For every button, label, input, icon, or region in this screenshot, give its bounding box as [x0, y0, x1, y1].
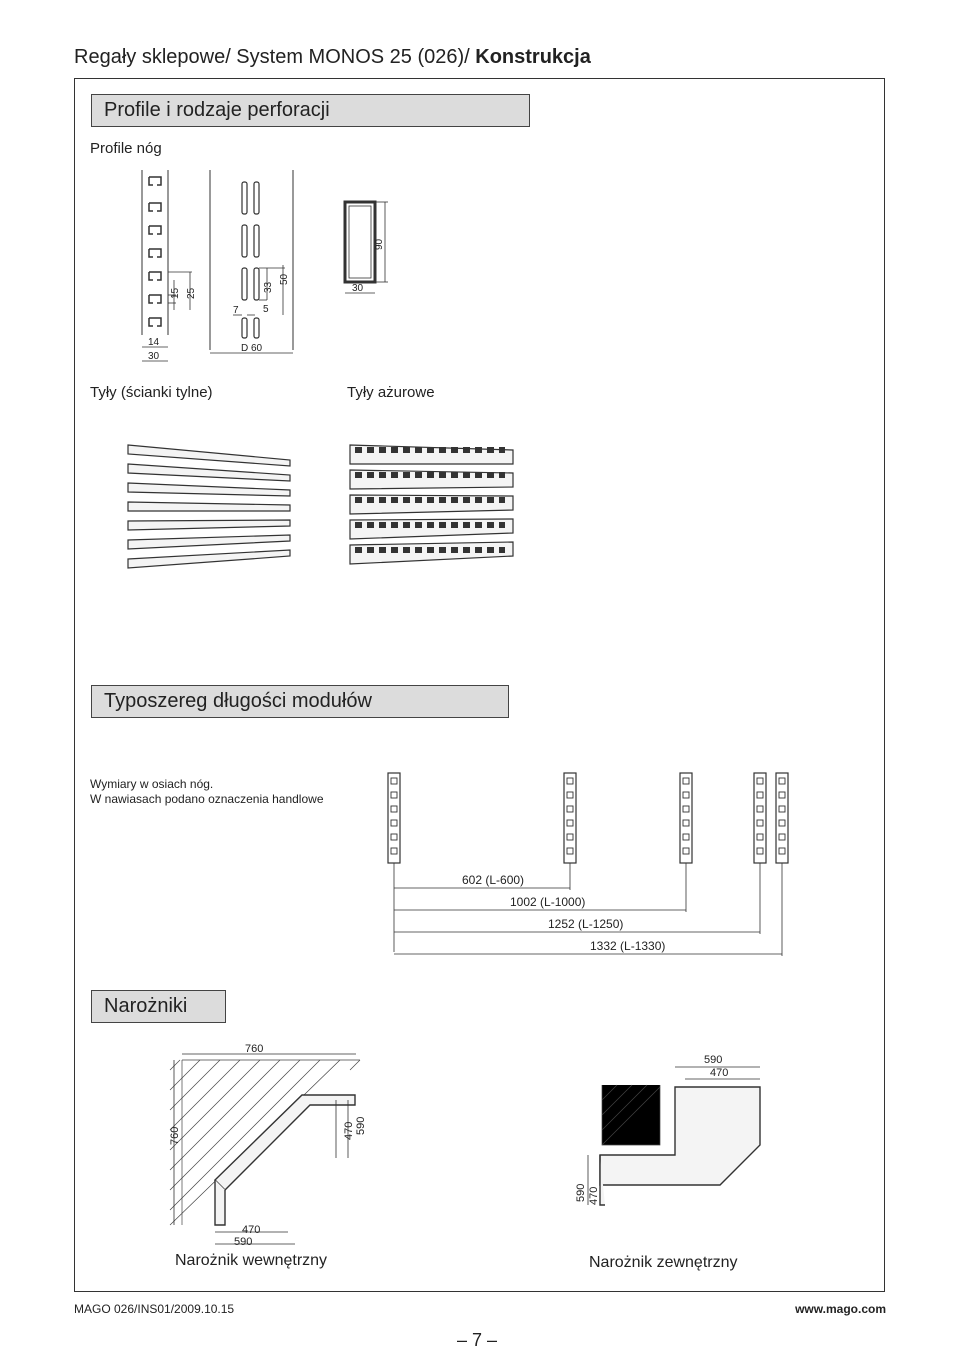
slot-dim-d60: D 60 [241, 343, 263, 354]
inner-dim-590-side: 590 [355, 1116, 367, 1135]
length-1332: 1332 (L-1330) [590, 939, 666, 953]
length-1002: 1002 (L-1000) [510, 895, 586, 909]
module-lengths-diagram [380, 770, 800, 960]
tube-profile-drawing [340, 195, 400, 295]
page-number: – 7 – [457, 1330, 498, 1350]
legs-profile-label: Profile nóg [90, 140, 162, 157]
inner-dim-590-bottom: 590 [234, 1236, 253, 1248]
length-602: 602 (L-600) [462, 873, 525, 887]
website-link[interactable]: www.mago.com [795, 1302, 886, 1316]
title-bold: Konstrukcja [475, 46, 591, 68]
slot-dim-5: 5 [263, 304, 269, 315]
tube-dim-90: 90 [374, 238, 385, 250]
inner-dim-760-top: 760 [245, 1043, 264, 1055]
outer-dim-590-top: 590 [704, 1054, 723, 1066]
leg1-dim-30: 30 [148, 351, 160, 362]
slot-dim-7: 7 [233, 305, 239, 316]
leg1-dim-15: 15 [170, 287, 181, 299]
page-title [74, 46, 591, 69]
inner-corner-label: Narożnik wewnętrzny [175, 1252, 328, 1269]
perforated-back-panel-drawing [345, 440, 520, 585]
outer-dim-470-top: 470 [710, 1067, 729, 1079]
outer-dim-590-side: 590 [575, 1183, 587, 1202]
title-prefix: Regały sklepowe/ System MONOS 25 (026)/ [74, 46, 476, 68]
document-code: MAGO 026/INS01/2009.10.15 [74, 1302, 235, 1316]
backs-solid-label: Tyły (ścianki tylne) [90, 384, 213, 401]
inner-dim-470-side: 470 [343, 1121, 355, 1140]
modules-note-line1: Wymiary w osiach nóg. [90, 777, 214, 791]
backs-perforated-label: Tyły ażurowe [347, 384, 435, 401]
modules-note-line2: W nawiasach podano oznaczenia handlowe [90, 792, 324, 806]
inner-corner-drawing [160, 1040, 390, 1250]
length-1252: 1252 (L-1250) [548, 917, 624, 931]
inner-dim-760-side: 760 [169, 1126, 181, 1145]
section-heading-corners: Narożniki [91, 990, 226, 1023]
solid-back-panel-drawing [120, 440, 295, 585]
outer-corner-drawing [560, 1045, 800, 1245]
outer-corner-label: Narożnik zewnętrzny [589, 1254, 738, 1271]
section-heading-profiles: Profile i rodzaje perforacji [91, 94, 530, 127]
slot-dim-50: 50 [279, 273, 290, 285]
tube-dim-30: 30 [352, 283, 364, 294]
slot-profile-drawing [205, 165, 305, 365]
outer-dim-470-side: 470 [588, 1186, 600, 1205]
leg1-dim-14: 14 [148, 337, 160, 348]
section-heading-modules: Typoszereg długości modułów [91, 685, 509, 718]
leg1-dim-25: 25 [186, 287, 197, 299]
inner-dim-470-bottom: 470 [242, 1224, 261, 1236]
slot-dim-33: 33 [263, 281, 274, 293]
leg-profile-drawing [140, 165, 210, 365]
